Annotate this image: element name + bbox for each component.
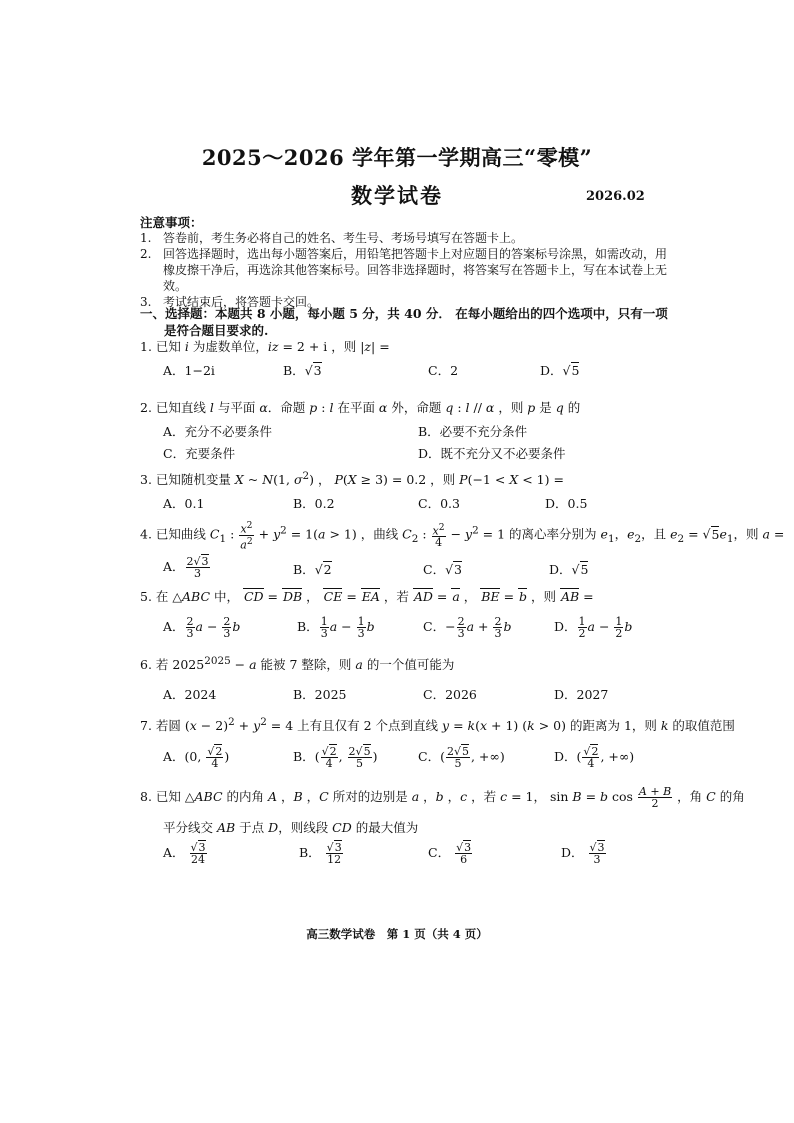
notes-heading: 注意事项： xyxy=(140,215,203,230)
q7-option-a: A．(0, $\frac{√2}{4}$ ) xyxy=(163,745,230,770)
q2-option-d: D．既不充分又不必要条件 xyxy=(418,446,566,461)
q7-option-c: C．( $\frac{2√5}{5}$ , +∞) xyxy=(418,745,505,770)
exam-date: 2026.02 xyxy=(586,189,645,204)
exam-subtitle: 数学试卷 xyxy=(351,183,443,208)
q3-option-d: D．0.5 xyxy=(545,496,588,511)
q2-option-b: B．必要不充分条件 xyxy=(418,424,528,439)
exam-title: 2025～2026 学年第一学期高三“零模” xyxy=(201,145,593,170)
q2-option-c: C．充要条件 xyxy=(163,446,236,461)
note-item: 2. 回答选择题时，选出每小题答案后，用铅笔把答题卡上对应题目的答案标号涂黑，如需改动，用橡皮擦干净后，再选涂其他答案标号。回答非选择题时，将答案写在答题卡上，写在本试卷上无效。 xyxy=(140,247,668,293)
q8-option-b: B． $\frac{√3}{12}$ xyxy=(299,841,342,866)
q7-option-d: D．( $\frac{√2}{4}$ , +∞) xyxy=(554,745,635,770)
q8-option-a: A． $\frac{√3}{24}$ xyxy=(163,841,206,866)
q5-option-c: C．− $\frac{2}{3}$ a + $\frac{2}{3}$ b xyxy=(423,615,512,640)
q1-option-b: B．√3 xyxy=(283,363,322,378)
q4-option-b: B．√2 xyxy=(293,562,332,577)
question-8: 8. 已知 △ABC 的内角 A ，B ，C 所对的边别是 a ，b ，c ，若 c = 1， sin B = b cos $\frac{A + B}{2}$ ，角 C 的角 xyxy=(140,785,745,810)
question-6: 6. 若 $2025^{2025} - a$ 能被 7 整除，则 a 的一个值可能为 xyxy=(140,655,455,673)
question-2: 2. 已知直线 l 与平面 α．命题 p : l 在平面 α 外，命题 q : l // α ，则 p 是 q 的 xyxy=(140,400,581,415)
question-7: 7. 若圆 $(x - 2)^2 + y^2 = 4$ 上有且仅有 2 个点到直线 y = k(x + 1) (k > 0) 的距离为 1，则 k 的取值范围 xyxy=(140,716,735,734)
q8-option-d: D． $\frac{√3}{3}$ xyxy=(561,841,605,866)
q6-option-b: B．2025 xyxy=(293,687,347,702)
question-8-cont: 平分线交 AB 于点 D，则线段 CD 的最大值为 xyxy=(163,820,419,835)
question-3: 3. 已知随机变量 X ~ N(1, $\sigma^2$) ， P(X ≥ 3) = 0.2 ，则 P(−1 < X < 1) = xyxy=(140,470,564,488)
q8-option-c: C． $\frac{√3}{6}$ xyxy=(428,841,472,866)
q6-option-d: D．2027 xyxy=(554,687,609,702)
q1-option-a: A．1−2i xyxy=(163,363,215,378)
q6-option-a: A．2024 xyxy=(163,687,217,702)
q6-option-c: C．2026 xyxy=(423,687,477,702)
note-item: 3. 考试结束后，将答题卡交回。 xyxy=(140,295,320,309)
q3-option-b: B．0.2 xyxy=(293,496,335,511)
q4-option-d: D．√5 xyxy=(549,562,589,577)
q5-option-a: A． $\frac{2}{3}$ a − $\frac{2}{3}$ b xyxy=(163,615,241,640)
page-footer: 高三数学试卷 第 1 页（共 4 页） xyxy=(306,927,488,941)
q5-option-b: B． $\frac{1}{3}$ a − $\frac{1}{3}$ b xyxy=(297,615,375,640)
section-heading: 一、选择题：本题共 8 小题，每小题 5 分，共 40 分． 在每小题给出的四个选项中，只有一项是符合题目要求的. xyxy=(140,306,668,338)
q4-option-c: C．√3 xyxy=(423,562,462,577)
q7-option-b: B．( $\frac{√2}{4}$ , $\frac{2√5}{5}$ ) xyxy=(293,745,378,770)
question-5: 5. 在 △ABC 中， CD = DB ， CE = EA ，若 AD = a ， BE = b ，则 AB = xyxy=(140,589,594,604)
q5-option-d: D． $\frac{1}{2}$ a − $\frac{1}{2}$ b xyxy=(554,615,633,640)
q1-option-d: D．√5 xyxy=(540,363,580,378)
q2-option-a: A．充分不必要条件 xyxy=(163,424,273,439)
q4-option-a: A． $\frac{2√3}{3}$ xyxy=(163,555,209,580)
q1-option-c: C．2 xyxy=(428,363,459,378)
q3-option-c: C．0.3 xyxy=(418,496,460,511)
question-1: 1. 已知 i 为虚数单位，iz = 2 + i ，则 |z| = xyxy=(140,339,390,354)
note-item: 1. 答卷前，考生务必将自己的姓名、考生号、考场号填写在答题卡上。 xyxy=(140,231,524,245)
question-4: 4. 已知曲线 $C_1$ : $\frac{x^2}{a^2}$ + $y^2 = 1(a > 1)$ ，曲线 $C_2$ : $\frac{x^2}{4}$ − $y^2 = 1$ 的离心率分别为 $e_1$，$e_2$，且 $e_2 = √5e_1$，则 a = xyxy=(140,520,785,552)
q3-option-a: A．0.1 xyxy=(163,496,205,511)
